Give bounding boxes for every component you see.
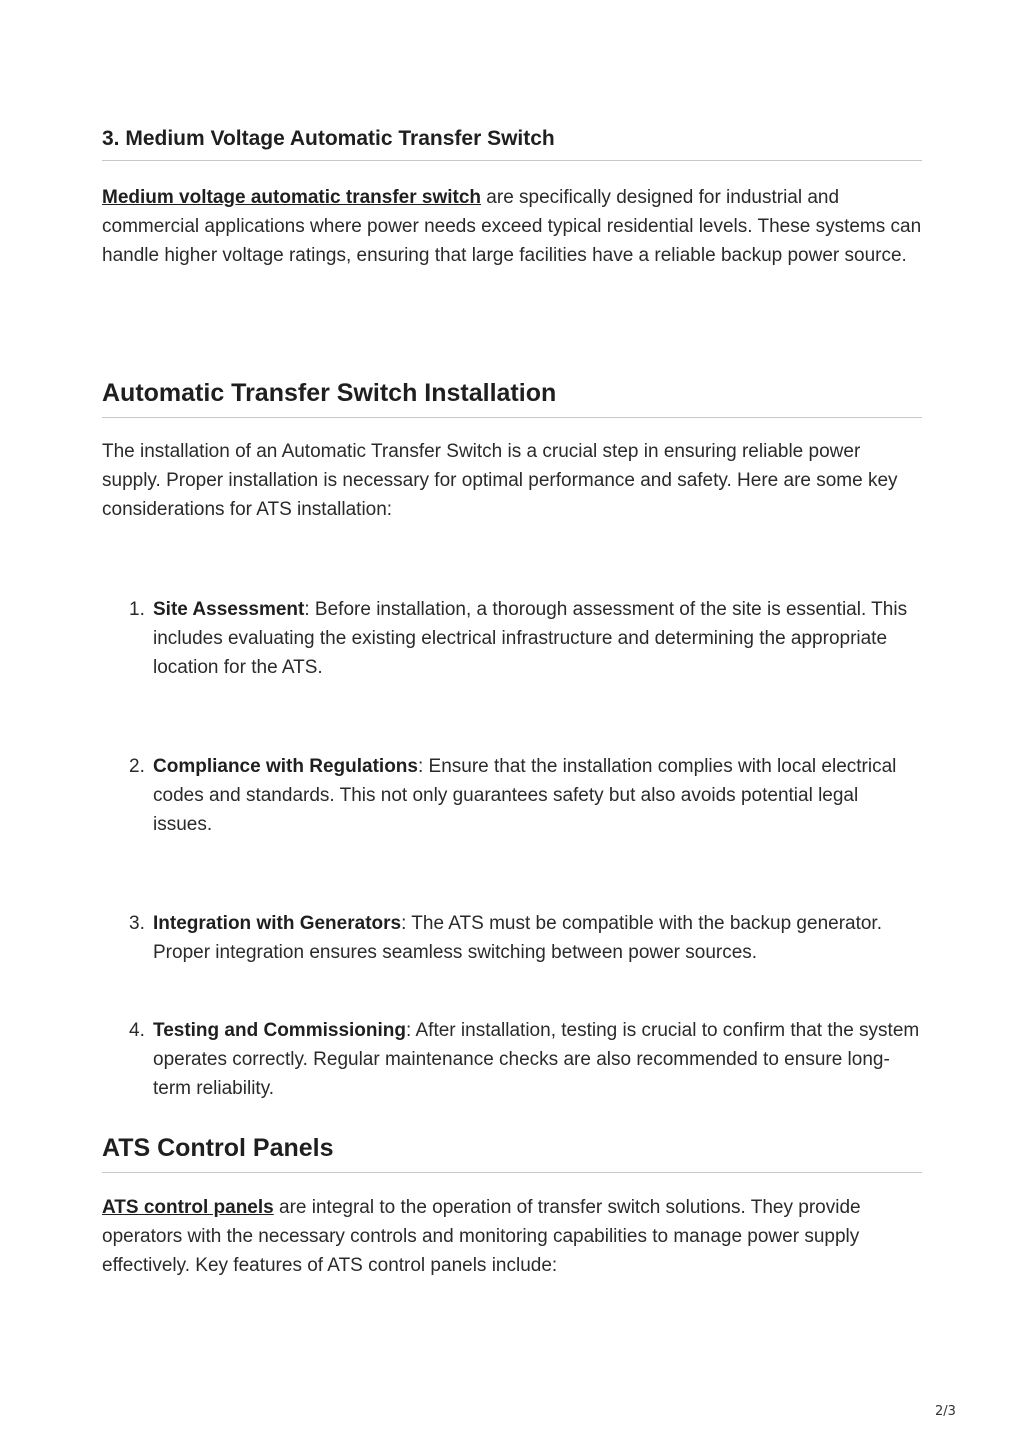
list-item-title: Site Assessment	[153, 599, 305, 620]
list-item-text: : The ATS must be compatible with the backup generator. Proper integration ensures seamless switching between power sources.	[153, 913, 882, 963]
paragraph-medium-voltage	[102, 183, 922, 270]
list-item-title: Testing and Commissioning	[153, 1020, 406, 1041]
list-item-number: 4.	[129, 1020, 145, 1041]
link-ats-control-panels[interactable]: ATS control panels	[102, 1197, 274, 1218]
list-item-number: 1.	[129, 599, 145, 620]
section-heading-medium-voltage: 3. Medium Voltage Automatic Transfer Switch	[102, 127, 922, 161]
list-item-title: Integration with Generators	[153, 913, 402, 934]
list-item-title: Compliance with Regulations	[153, 756, 418, 777]
section-heading-control-panels: ATS Control Panels	[102, 1133, 922, 1173]
list-item	[102, 595, 922, 682]
paragraph-control-panels-text: are integral to the operation of transfer switch solutions. They provide operators with the necessary controls and monitoring capabilities to manage power supply effectively. Key features of ATS control panels include:	[102, 1197, 861, 1276]
list-item	[102, 909, 922, 967]
paragraph-control-panels	[102, 1193, 922, 1280]
list-item	[102, 1016, 922, 1103]
list-item-number: 3.	[129, 913, 145, 934]
section-heading-installation: Automatic Transfer Switch Installation	[102, 378, 922, 418]
list-item-text: : Before installation, a thorough assessment of the site is essential. This includes evaluating the existing electrical infrastructure and determining the appropriate location for the ATS.	[153, 599, 908, 678]
page-number: 2/3	[935, 1404, 956, 1419]
list-item-text: : Ensure that the installation complies with local electrical codes and standards. This not only guarantees safety but also avoids potential legal issues.	[153, 756, 897, 835]
paragraph-medium-voltage-text: are specifically designed for industrial and commercial applications where power needs exceed typical residential levels. These systems can handle higher voltage ratings, ensuring that large facilities have a reliable backup power source.	[102, 187, 922, 266]
list-item	[102, 752, 922, 839]
link-medium-voltage-ats[interactable]: Medium voltage automatic transfer switch	[102, 187, 482, 208]
list-item-text: : After installation, testing is crucial to confirm that the system operates correctly. Regular maintenance checks are also recommended to ensure long-term reliability.	[153, 1020, 920, 1099]
paragraph-installation-intro: The installation of an Automatic Transfer Switch is a crucial step in ensuring reliable power supply. Proper installation is necessary for optimal performance and safety. Here are some key considerations for ATS installation:	[102, 441, 898, 520]
list-item-number: 2.	[129, 756, 145, 777]
